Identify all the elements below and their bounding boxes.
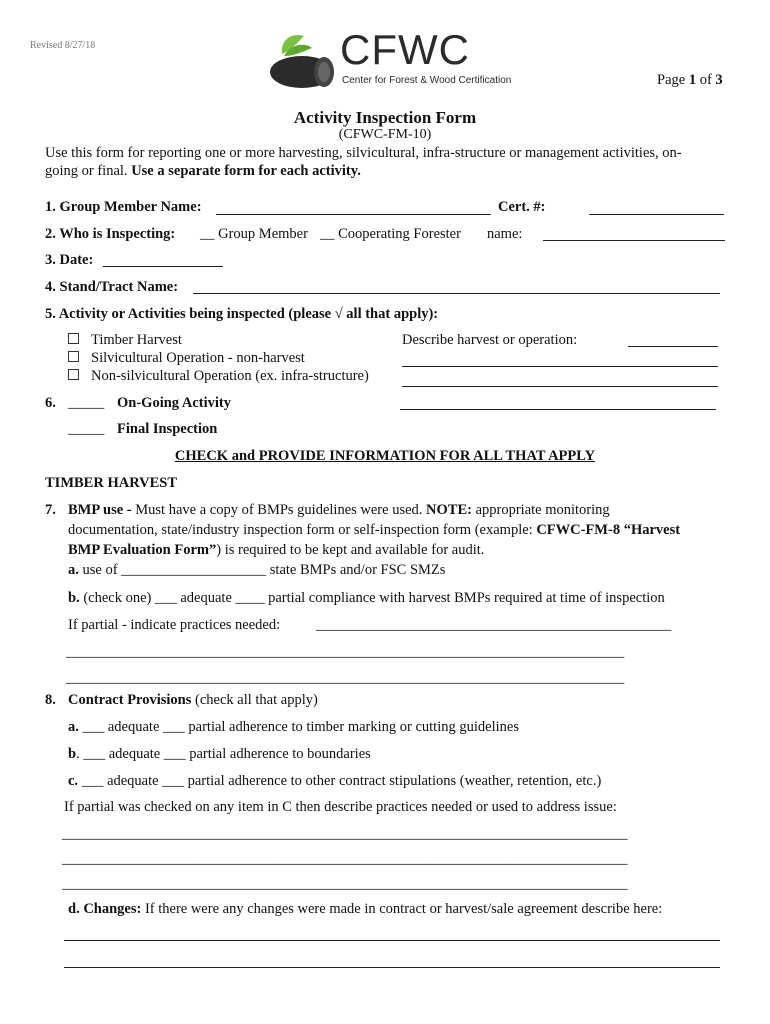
inspector-name-label: name: <box>487 226 523 242</box>
revised-date: Revised 8/27/18 <box>30 40 96 51</box>
q7-a[interactable]: a. use of ____________________ state BMPs and/or FSC SMZs <box>68 562 446 578</box>
option-timber-harvest[interactable]: Timber Harvest <box>68 332 182 349</box>
cert-label: Cert. #: <box>498 199 546 215</box>
option-silvicultural[interactable]: Silvicultural Operation - non-harvest <box>68 350 305 367</box>
q7-partial-label: If partial - indicate practices needed: <box>68 617 281 633</box>
describe-label: Describe harvest or operation: <box>402 332 578 348</box>
q7-partial-field[interactable]: _________________________________________________ <box>316 617 672 633</box>
changes-field-2[interactable] <box>64 967 720 968</box>
group-member-name-field[interactable] <box>216 214 491 215</box>
q7-line-3: BMP Evaluation Form”) is required to be kept and available for audit. <box>68 542 485 558</box>
log-leaf-icon <box>262 28 342 92</box>
check-heading: CHECK and PROVIDE INFORMATION FOR ALL THAT APPLY <box>174 448 596 464</box>
q8-item-a[interactable]: a. ___ adequate ___ partial adherence to timber marking or cutting guidelines <box>68 719 519 735</box>
q3-label: 3. Date: <box>45 252 94 268</box>
q8-fill-line-3[interactable]: ______________________________________________________________________________ <box>62 876 628 892</box>
ongoing-blank[interactable]: _____ <box>68 395 105 411</box>
changes-field-1[interactable] <box>64 940 720 941</box>
logo-wordmark: CFWC <box>340 26 470 73</box>
inspector-name-field[interactable] <box>543 240 725 241</box>
describe-field-1[interactable] <box>628 346 718 347</box>
q8-fill-line-1[interactable]: ______________________________________________________________________________ <box>62 826 628 842</box>
q8-label: Contract Provisions (check all that apply) <box>68 692 318 708</box>
date-field[interactable] <box>103 266 223 267</box>
final-label: Final Inspection <box>117 421 218 437</box>
q8-item-c[interactable]: c. ___ adequate ___ partial adherence to other contract stipulations (weather, retention, etc.) <box>68 773 602 789</box>
q4-label: 4. Stand/Tract Name: <box>45 279 179 295</box>
q8-d-changes: d. Changes: If there were any changes were made in contract or harvest/sale agreement describe here: <box>68 901 663 917</box>
intro-line-1: Use this form for reporting one or more harvesting, silvicultural, infra-structure or management activities, on- <box>45 145 682 161</box>
logo-subtitle: Center for Forest & Wood Certification <box>342 75 512 86</box>
checkbox[interactable] <box>68 333 79 344</box>
q8-partial-label: If partial was checked on any item in C then describe practices needed or used to address issue: <box>64 799 617 815</box>
q7-line-1: BMP use - Must have a copy of BMPs guidelines were used. NOTE: appropriate monitoring <box>68 502 610 518</box>
q8-number: 8. <box>45 692 56 708</box>
q1-label: 1. Group Member Name: <box>45 199 202 215</box>
q7-number: 7. <box>45 502 56 518</box>
group-member-option[interactable]: __ Group Member <box>200 226 308 242</box>
q8-fill-line-2[interactable]: ______________________________________________________________________________ <box>62 851 628 867</box>
stand-tract-field[interactable] <box>193 293 720 294</box>
cert-number-field[interactable] <box>589 214 724 215</box>
ongoing-field[interactable] <box>400 409 716 410</box>
describe-field-3[interactable] <box>402 386 718 387</box>
page-indicator: Page 1 of 3 <box>657 72 723 88</box>
q5-label: 5. Activity or Activities being inspected (please √ all that apply): <box>45 306 439 322</box>
option-non-silvicultural[interactable]: Non-silvicultural Operation (ex. infra-structure) <box>68 368 369 385</box>
cfwc-logo <box>262 28 512 92</box>
checkbox[interactable] <box>68 369 79 380</box>
q7-line-2: documentation, state/industry inspection form or self-inspection form (example: CFWC-FM-8 “Harvest <box>68 522 681 538</box>
checkbox[interactable] <box>68 351 79 362</box>
form-code: (CFWC-FM-10) <box>338 127 432 142</box>
page-title: Activity Inspection Form <box>293 108 477 127</box>
ongoing-label: On-Going Activity <box>117 395 231 411</box>
intro-line-2: going or final. Use a separate form for each activity. <box>45 163 361 179</box>
q8-item-b[interactable]: b. ___ adequate ___ partial adherence to boundaries <box>68 746 371 762</box>
timber-harvest-heading: TIMBER HARVEST <box>45 475 178 491</box>
q7-b[interactable]: b. (check one) ___ adequate ____ partial compliance with harvest BMPs required at time of inspection <box>68 590 665 606</box>
q7-fill-line-1[interactable]: _____________________________________________________________________________ <box>66 644 625 660</box>
q7-fill-line-2[interactable]: _____________________________________________________________________________ <box>66 670 625 686</box>
cooperating-forester-option[interactable]: __ Cooperating Forester <box>320 226 461 242</box>
final-blank[interactable]: _____ <box>68 421 105 437</box>
q6-number: 6. <box>45 395 56 411</box>
describe-field-2[interactable] <box>402 366 718 367</box>
q2-label: 2. Who is Inspecting: <box>45 226 176 242</box>
